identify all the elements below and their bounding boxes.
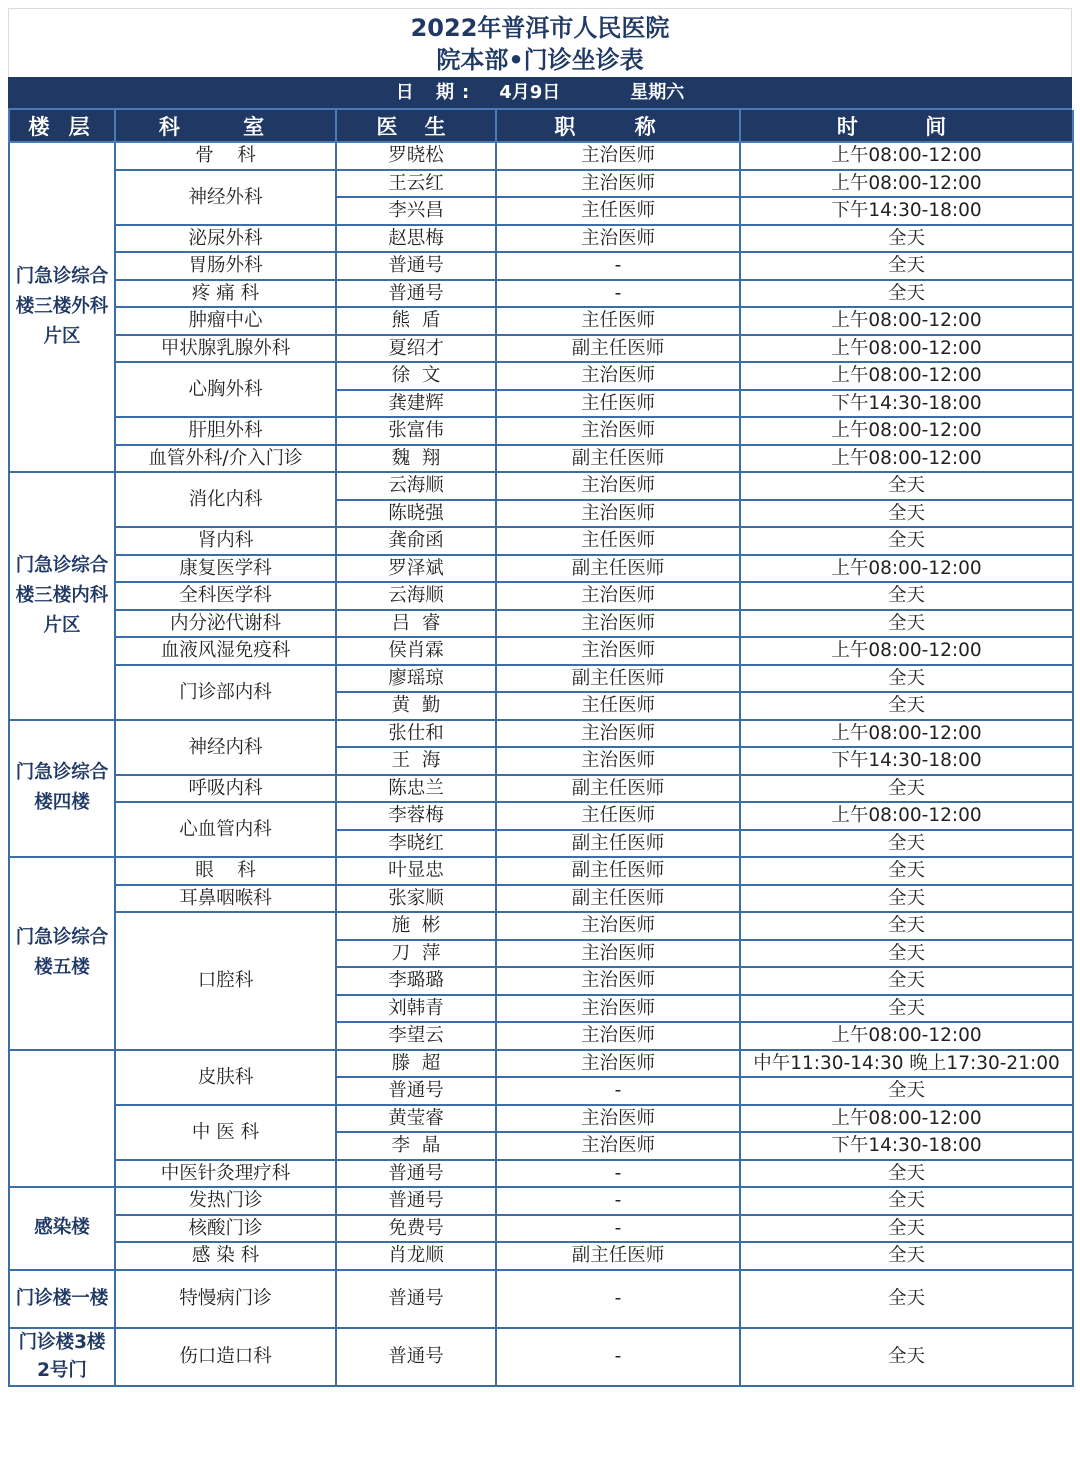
table-row — [9, 555, 1073, 583]
doctor-cell: 李望云 — [336, 1022, 496, 1050]
time-cell: 全天 — [740, 252, 1073, 280]
doctor-cell: 龚建辉 — [336, 390, 496, 418]
doctor-cell: 罗泽斌 — [336, 555, 496, 583]
time-cell: 全天 — [740, 527, 1073, 555]
floor-cell: 感染楼 — [9, 1187, 115, 1270]
department-cell: 泌尿外科 — [115, 225, 336, 253]
table-row — [9, 307, 1073, 335]
department-cell: 康复医学科 — [115, 555, 336, 583]
table-row — [9, 362, 1073, 390]
time-cell: 全天 — [740, 1215, 1073, 1243]
table-row — [9, 1160, 1073, 1188]
time-cell: 全天 — [740, 1242, 1073, 1270]
table-row — [9, 1328, 1073, 1386]
department-cell: 内分泌代谢科 — [115, 610, 336, 638]
department-cell: 神经外科 — [115, 170, 336, 225]
table-row — [9, 582, 1073, 610]
title-cell: 主任医师 — [496, 802, 740, 830]
title-cell: 主治医师 — [496, 362, 740, 390]
table-row — [9, 1050, 1073, 1078]
doctor-cell: 陈晓强 — [336, 500, 496, 528]
department-cell: 血液风湿免疫科 — [115, 637, 336, 665]
title-cell: - — [496, 1328, 740, 1386]
doctor-cell: 李 晶 — [336, 1132, 496, 1160]
department-cell: 消化内科 — [115, 472, 336, 527]
doctor-cell: 云海顺 — [336, 582, 496, 610]
doctor-cell: 普通号 — [336, 1187, 496, 1215]
floor-cell: 门急诊综合 楼五楼 — [9, 857, 115, 1050]
title-cell: 主治医师 — [496, 1022, 740, 1050]
title-cell: 主治医师 — [496, 142, 740, 170]
time-cell: 下午14:30-18:00 — [740, 1132, 1073, 1160]
schedule-body — [9, 142, 1073, 1386]
department-cell: 感 染 科 — [115, 1242, 336, 1270]
time-cell: 全天 — [740, 500, 1073, 528]
department-cell: 肿瘤中心 — [115, 307, 336, 335]
table-row — [9, 1187, 1073, 1215]
doctor-cell: 刘韩青 — [336, 995, 496, 1023]
department-cell: 中医针灸理疗科 — [115, 1160, 336, 1188]
table-row — [9, 417, 1073, 445]
time-cell: 全天 — [740, 280, 1073, 308]
title-cell: 副主任医师 — [496, 885, 740, 913]
time-cell: 全天 — [740, 775, 1073, 803]
doctor-cell: 叶显忠 — [336, 857, 496, 885]
department-cell: 耳鼻咽喉科 — [115, 885, 336, 913]
doctor-cell: 魏 翔 — [336, 445, 496, 473]
doctor-cell: 吕 睿 — [336, 610, 496, 638]
table-row — [9, 252, 1073, 280]
department-cell: 神经内科 — [115, 720, 336, 775]
time-cell: 全天 — [740, 995, 1073, 1023]
title-cell: 主治医师 — [496, 582, 740, 610]
department-cell: 核酸门诊 — [115, 1215, 336, 1243]
title-cell: - — [496, 1160, 740, 1188]
title-cell: - — [496, 1270, 740, 1328]
floor-cell: 门诊楼一楼 — [9, 1270, 115, 1328]
department-cell: 眼 科 — [115, 857, 336, 885]
date-value: 4月9日 — [499, 82, 561, 103]
time-cell: 中午11:30-14:30 晚上17:30-21:00 — [740, 1050, 1073, 1078]
table-row — [9, 335, 1073, 363]
doctor-cell: 赵思梅 — [336, 225, 496, 253]
title-cell: 主治医师 — [496, 225, 740, 253]
schedule-subtitle: 院本部•门诊坐诊表 — [436, 46, 644, 74]
title-cell: 主治医师 — [496, 747, 740, 775]
floor-cell: 门急诊综合 楼三楼外科 片区 — [9, 142, 115, 472]
title-cell: 主治医师 — [496, 610, 740, 638]
table-row — [9, 527, 1073, 555]
table-row — [9, 720, 1073, 748]
header-floor: 楼 层 — [9, 110, 115, 142]
doctor-cell: 李兴昌 — [336, 197, 496, 225]
title-cell: 主治医师 — [496, 940, 740, 968]
time-cell: 全天 — [740, 610, 1073, 638]
schedule-sheet — [8, 8, 1072, 1387]
title-cell: - — [496, 1077, 740, 1105]
doctor-cell: 陈忠兰 — [336, 775, 496, 803]
department-cell: 骨 科 — [115, 142, 336, 170]
time-cell: 上午08:00-12:00 — [740, 417, 1073, 445]
title-cell: - — [496, 252, 740, 280]
time-cell: 上午08:00-12:00 — [740, 307, 1073, 335]
table-row — [9, 170, 1073, 198]
header-title: 职 称 — [496, 110, 740, 142]
title-cell: - — [496, 1215, 740, 1243]
doctor-cell: 王云红 — [336, 170, 496, 198]
title-block — [8, 8, 1072, 77]
time-cell: 下午14:30-18:00 — [740, 390, 1073, 418]
doctor-cell: 夏绍才 — [336, 335, 496, 363]
doctor-cell: 罗晓松 — [336, 142, 496, 170]
doctor-cell: 张富伟 — [336, 417, 496, 445]
table-row — [9, 1105, 1073, 1133]
doctor-cell: 滕 超 — [336, 1050, 496, 1078]
time-cell: 全天 — [740, 912, 1073, 940]
time-cell: 全天 — [740, 1077, 1073, 1105]
time-cell: 全天 — [740, 830, 1073, 858]
department-cell: 特慢病门诊 — [115, 1270, 336, 1328]
doctor-cell: 施 彬 — [336, 912, 496, 940]
title-cell: 主治医师 — [496, 720, 740, 748]
title-cell: 副主任医师 — [496, 335, 740, 363]
header-doctor: 医 生 — [336, 110, 496, 142]
time-cell: 上午08:00-12:00 — [740, 802, 1073, 830]
doctor-cell: 刀 萍 — [336, 940, 496, 968]
table-row — [9, 225, 1073, 253]
department-cell: 甲状腺乳腺外科 — [115, 335, 336, 363]
date-bar — [8, 77, 1072, 110]
department-cell: 肝胆外科 — [115, 417, 336, 445]
table-row — [9, 142, 1073, 170]
title-cell: 副主任医师 — [496, 775, 740, 803]
time-cell: 全天 — [740, 472, 1073, 500]
header-department: 科 室 — [115, 110, 336, 142]
time-cell: 全天 — [740, 665, 1073, 693]
table-row — [9, 1215, 1073, 1243]
header-time: 时 间 — [740, 110, 1073, 142]
title-cell: 副主任医师 — [496, 1242, 740, 1270]
title-cell: 主治医师 — [496, 912, 740, 940]
department-cell: 心胸外科 — [115, 362, 336, 417]
table-row — [9, 802, 1073, 830]
doctor-cell: 王 海 — [336, 747, 496, 775]
table-row — [9, 885, 1073, 913]
doctor-cell: 李璐璐 — [336, 967, 496, 995]
title-cell: 主治医师 — [496, 995, 740, 1023]
title-cell: 主治医师 — [496, 1105, 740, 1133]
department-cell: 发热门诊 — [115, 1187, 336, 1215]
department-cell: 疼 痛 科 — [115, 280, 336, 308]
table-row — [9, 912, 1073, 940]
table-row — [9, 775, 1073, 803]
title-cell: 主治医师 — [496, 637, 740, 665]
doctor-cell: 黄莹睿 — [336, 1105, 496, 1133]
doctor-cell: 云海顺 — [336, 472, 496, 500]
doctor-cell: 普通号 — [336, 1270, 496, 1328]
doctor-cell: 普通号 — [336, 1328, 496, 1386]
time-cell: 全天 — [740, 1160, 1073, 1188]
time-cell: 上午08:00-12:00 — [740, 445, 1073, 473]
floor-cell: 门诊楼3楼 2号门 — [9, 1328, 115, 1386]
table-row — [9, 280, 1073, 308]
floor-cell: 门急诊综合 楼三楼内科 片区 — [9, 472, 115, 720]
department-cell: 门诊部内科 — [115, 665, 336, 720]
title-cell: 主治医师 — [496, 1132, 740, 1160]
doctor-cell: 肖龙顺 — [336, 1242, 496, 1270]
weekday: 星期六 — [630, 82, 685, 103]
time-cell: 上午08:00-12:00 — [740, 362, 1073, 390]
table-row — [9, 1270, 1073, 1328]
title-cell: 副主任医师 — [496, 445, 740, 473]
doctor-cell: 普通号 — [336, 1160, 496, 1188]
title-cell: 副主任医师 — [496, 830, 740, 858]
time-cell: 全天 — [740, 1270, 1073, 1328]
time-cell: 上午08:00-12:00 — [740, 1105, 1073, 1133]
doctor-cell: 张仕和 — [336, 720, 496, 748]
title-cell: 主任医师 — [496, 527, 740, 555]
title-cell: 主任医师 — [496, 307, 740, 335]
time-cell: 全天 — [740, 885, 1073, 913]
title-cell: 主治医师 — [496, 1050, 740, 1078]
time-cell: 全天 — [740, 967, 1073, 995]
department-cell: 血管外科/介入门诊 — [115, 445, 336, 473]
table-row — [9, 665, 1073, 693]
doctor-cell: 免费号 — [336, 1215, 496, 1243]
doctor-cell: 侯肖霖 — [336, 637, 496, 665]
table-row — [9, 857, 1073, 885]
title-cell: 主任医师 — [496, 390, 740, 418]
title-cell: 副主任医师 — [496, 555, 740, 583]
department-cell: 胃肠外科 — [115, 252, 336, 280]
department-cell: 肾内科 — [115, 527, 336, 555]
title-cell: 主任医师 — [496, 197, 740, 225]
time-cell: 全天 — [740, 1187, 1073, 1215]
hospital-title: 2022年普洱市人民医院 — [410, 14, 670, 42]
doctor-cell: 李晓红 — [336, 830, 496, 858]
department-cell: 口腔科 — [115, 912, 336, 1050]
department-cell: 全科医学科 — [115, 582, 336, 610]
time-cell: 上午08:00-12:00 — [740, 335, 1073, 363]
title-cell: 副主任医师 — [496, 857, 740, 885]
title-cell: 主治医师 — [496, 417, 740, 445]
table-row — [9, 1242, 1073, 1270]
doctor-cell: 普通号 — [336, 252, 496, 280]
doctor-cell: 普通号 — [336, 280, 496, 308]
time-cell: 上午08:00-12:00 — [740, 720, 1073, 748]
time-cell: 全天 — [740, 582, 1073, 610]
schedule-table — [8, 110, 1074, 1387]
time-cell: 全天 — [740, 940, 1073, 968]
time-cell: 全天 — [740, 1328, 1073, 1386]
title-cell: 主任医师 — [496, 692, 740, 720]
doctor-cell: 李蓉梅 — [336, 802, 496, 830]
doctor-cell: 廖瑶琼 — [336, 665, 496, 693]
time-cell: 全天 — [740, 692, 1073, 720]
table-row — [9, 610, 1073, 638]
time-cell: 下午14:30-18:00 — [740, 747, 1073, 775]
time-cell: 上午08:00-12:00 — [740, 170, 1073, 198]
time-cell: 上午08:00-12:00 — [740, 1022, 1073, 1050]
time-cell: 上午08:00-12:00 — [740, 555, 1073, 583]
doctor-cell: 龚俞函 — [336, 527, 496, 555]
department-cell: 皮肤科 — [115, 1050, 336, 1105]
title-cell: 主治医师 — [496, 967, 740, 995]
doctor-cell: 普通号 — [336, 1077, 496, 1105]
time-cell: 全天 — [740, 857, 1073, 885]
date-label: 日 期: — [395, 82, 478, 103]
doctor-cell: 徐 文 — [336, 362, 496, 390]
doctor-cell: 张家顺 — [336, 885, 496, 913]
doctor-cell: 黄 勤 — [336, 692, 496, 720]
department-cell: 心血管内科 — [115, 802, 336, 857]
time-cell: 下午14:30-18:00 — [740, 197, 1073, 225]
floor-cell: 门急诊综合 楼四楼 — [9, 720, 115, 858]
title-cell: 副主任医师 — [496, 665, 740, 693]
header-row — [9, 110, 1073, 142]
title-cell: - — [496, 280, 740, 308]
table-row — [9, 445, 1073, 473]
department-cell: 中 医 科 — [115, 1105, 336, 1160]
table-row — [9, 472, 1073, 500]
title-cell: 主治医师 — [496, 170, 740, 198]
title-cell: - — [496, 1187, 740, 1215]
table-row — [9, 637, 1073, 665]
doctor-cell: 熊 盾 — [336, 307, 496, 335]
department-cell: 伤口造口科 — [115, 1328, 336, 1386]
floor-cell — [9, 1050, 115, 1188]
title-cell: 主治医师 — [496, 500, 740, 528]
time-cell: 上午08:00-12:00 — [740, 142, 1073, 170]
title-cell: 主治医师 — [496, 472, 740, 500]
time-cell: 上午08:00-12:00 — [740, 637, 1073, 665]
time-cell: 全天 — [740, 225, 1073, 253]
department-cell: 呼吸内科 — [115, 775, 336, 803]
